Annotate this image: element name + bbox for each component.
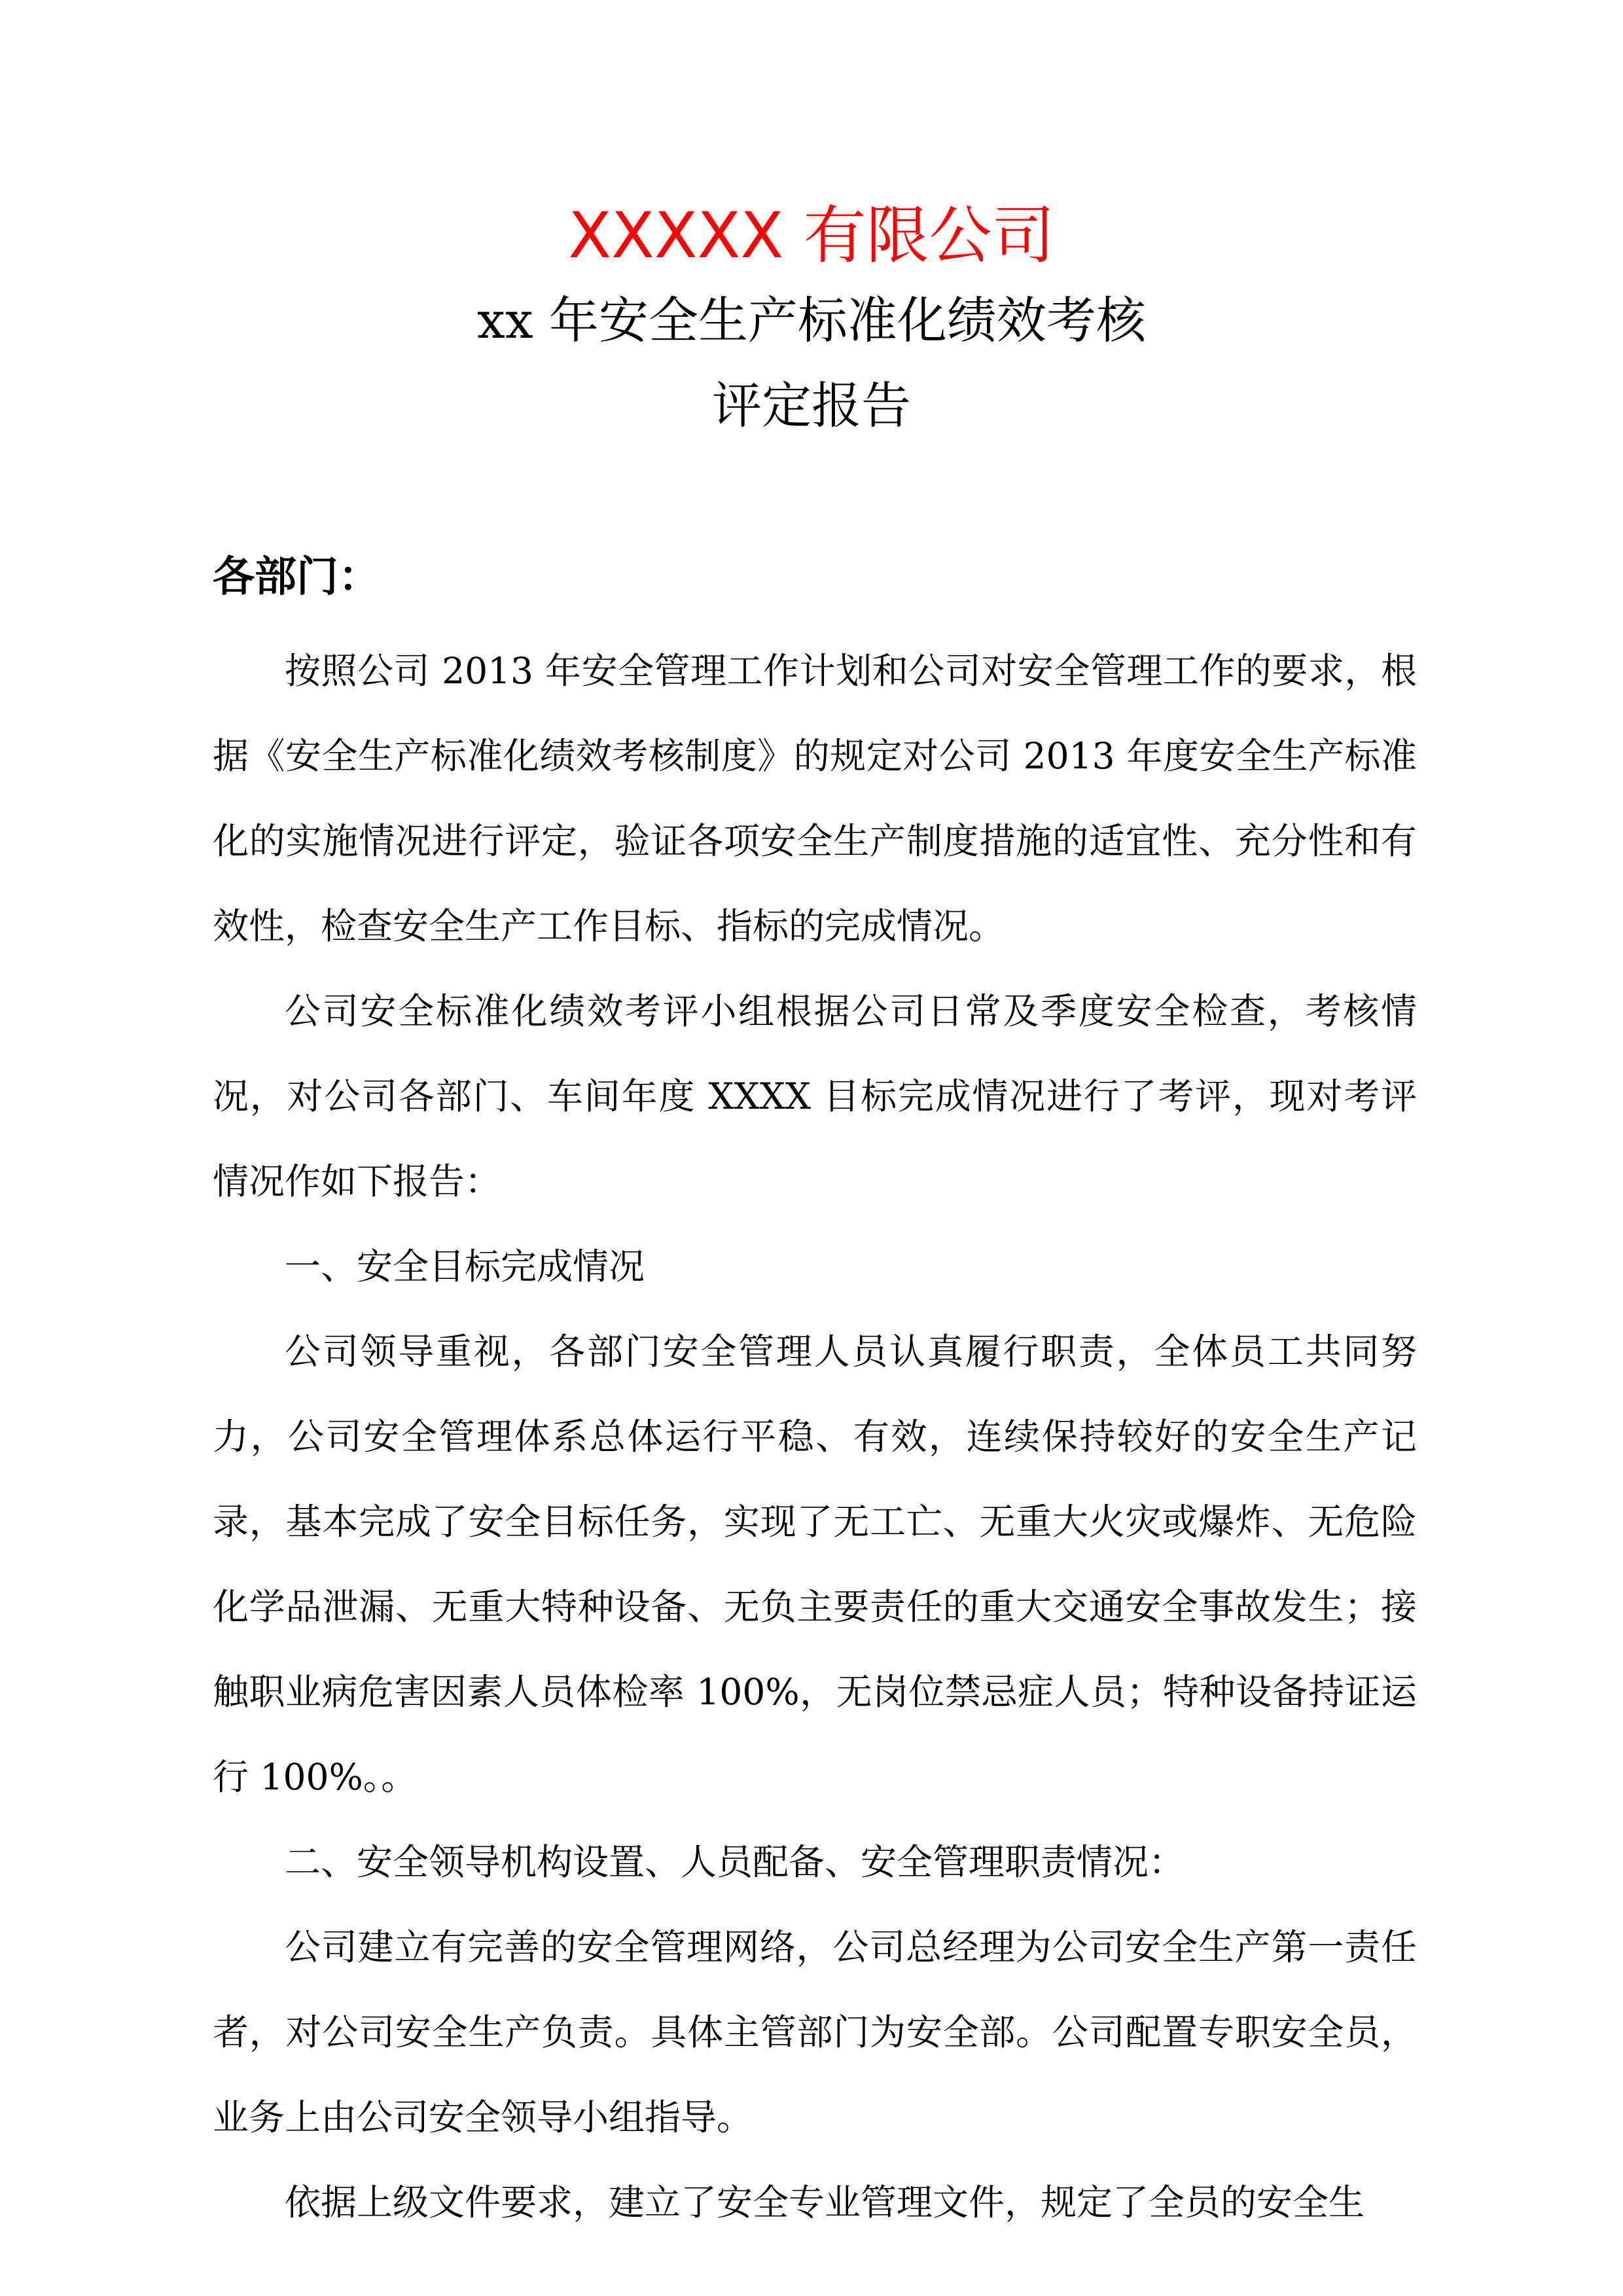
paragraph-section-2b: 依据上级文件要求，建立了安全专业管理文件，规定了全员的安全生 [285, 2181, 1365, 2223]
section-heading-2: 二、安全领导机构设置、人员配备、安全管理职责情况： [285, 1841, 1185, 1883]
report-title-line2: 评定报告 [712, 376, 911, 435]
section-heading-1: 一、安全目标完成情况 [285, 1246, 645, 1287]
paragraph-intro: 按照公司 2013 年安全管理工作计划和公司对安全管理工作的要求，根据《安全生产标准化绩效考核制度》的规定对公司 2013 年度安全生产标准化的实施情况进行评定，验证各项安全生产制度措施的适宜性、充分性和有效性，检查安全生产工作目标、指标的完成情况。 [213, 650, 1417, 947]
paragraph-evaluation: 公司安全标准化绩效考评小组根据公司日常及季度安全检查，考核情况，对公司各部门、车间年度 XXXX 目标完成情况进行了考评，现对考评情况作如下报告： [213, 990, 1417, 1202]
paragraph-section-1: 公司领导重视，各部门安全管理人员认真履行职责，全体员工共同努力，公司安全管理体系总体运行平稳、有效，连续保持较好的安全生产记录，基本完成了安全目标任务，实现了无工亡、无重大火灾或爆炸、无危险化学品泄漏、无重大特种设备、无负主要责任的重大交通安全事故发生；接触职业病危害因素人员体检率 100%，无岗位禁忌症人员；特种设备持证运行 100%。。 [213, 1331, 1417, 1798]
paragraph-section-2a: 公司建立有完善的安全管理网络，公司总经理为公司安全生产第一责任者，对公司安全生产负责。具体主管部门为安全部。公司配置专职安全员，业务上由公司安全领导小组指导。 [213, 1926, 1417, 2138]
salutation: 各部门： [213, 553, 380, 601]
report-title-line1: xx 年安全生产标准化绩效考核 [477, 291, 1146, 350]
report-body [213, 628, 1417, 2245]
company-name: XXXXX 有限公司 [568, 199, 1055, 272]
